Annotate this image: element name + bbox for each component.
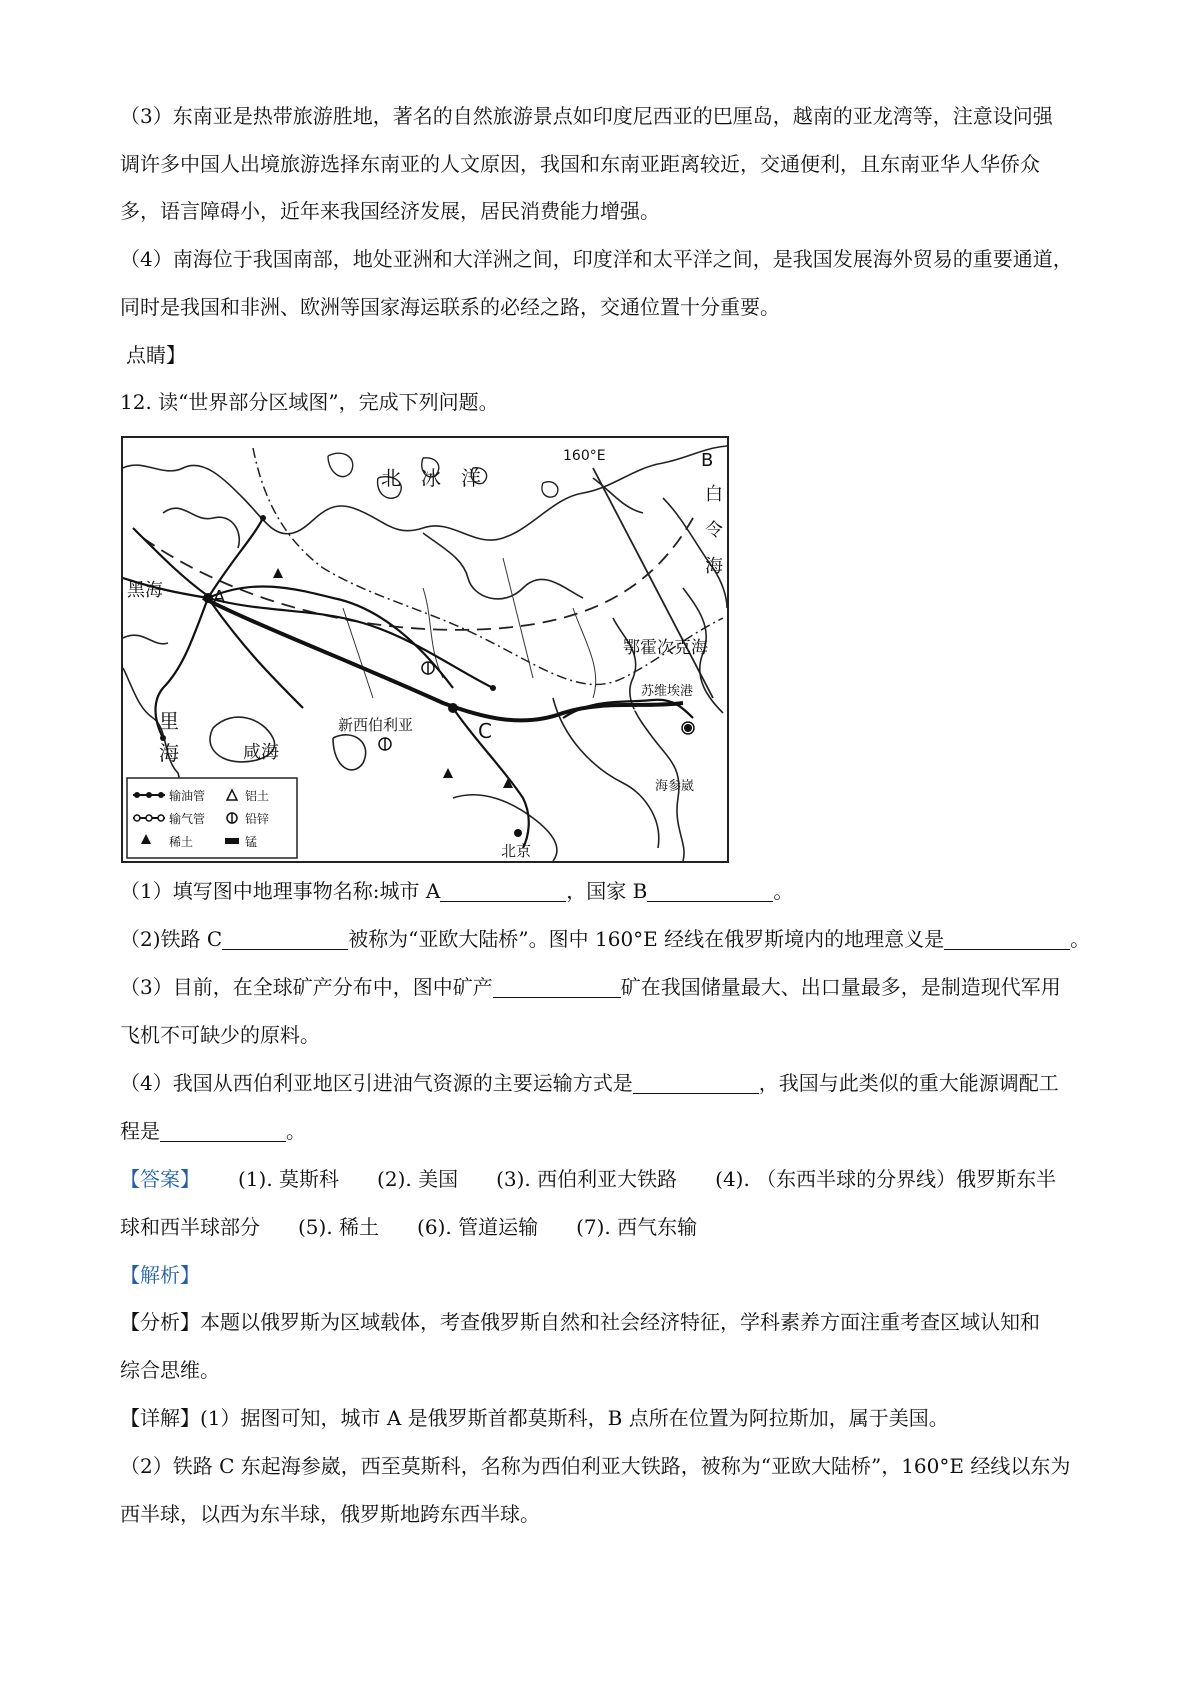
answer-item-3: (3). 西伯利亚大铁路	[496, 1167, 678, 1191]
answer-item-1: (1). 莫斯科	[238, 1167, 340, 1191]
dianjing-heading: 点睛】	[126, 343, 186, 367]
question-12-title: 12. 读“世界部分区域图”，完成下列问题。	[120, 390, 499, 414]
legend-lead-zinc: 铅锌	[245, 812, 270, 826]
label-bering-1: 白	[705, 484, 723, 505]
answer-line-1	[120, 1164, 1100, 1194]
paragraph-4-line-1: （4）南海位于我国南部，地处亚洲和大洋洲之间，印度洋和太平洋之间，是我国发展海外贸易的重要通道，	[120, 247, 1073, 271]
analysis-fenxi-line-1: 【分析】本题以俄罗斯为区域载体，考查俄罗斯自然和社会经济特征，学科素养方面注重考查区域认知和	[120, 1310, 1040, 1334]
legend-gas-pipeline: 输气管	[169, 812, 206, 826]
label-b: B	[701, 450, 714, 471]
legend-manganese: 锰	[245, 835, 258, 849]
label-arctic-ocean: 北 冰 洋	[381, 466, 481, 490]
paragraph-3-line-3: 多，语言障碍小，近年来我国经济发展，居民消费能力增强。	[120, 199, 660, 223]
answer-blank-mineral[interactable]	[493, 977, 621, 998]
question-2-text-c: 。	[1070, 927, 1091, 951]
legend-rare-earth: 稀土	[169, 835, 194, 849]
label-160e: 160°E	[563, 448, 606, 464]
answer-blank-meridian-meaning[interactable]	[944, 929, 1070, 950]
answer-item-2: (2). 美国	[377, 1167, 459, 1191]
question-4-text-c: 程是	[120, 1119, 160, 1143]
analysis-xiangjie-1: 【详解】(1）据图可知，城市 A 是俄罗斯首都莫斯科，B 点所在位置为阿拉斯加，属于美国。	[120, 1406, 949, 1430]
answer-item-7: (7). 西气东输	[576, 1215, 698, 1239]
question-1-text-c: 。	[773, 879, 794, 903]
answer-line-2	[120, 1212, 1100, 1242]
label-caspian-1: 里	[159, 709, 179, 733]
answer-item-6: (6). 管道运输	[417, 1215, 539, 1239]
label-beijing: 北京	[501, 842, 532, 860]
label-bering-3: 海	[705, 556, 723, 577]
label-sovetskaya: 苏维埃港	[641, 684, 694, 699]
world-region-map	[121, 436, 729, 863]
question-3-line-2: 飞机不可缺少的原料。	[120, 1023, 320, 1047]
question-4-line-1	[120, 1068, 1100, 1098]
paragraph-4-line-2: 同时是我国和非洲、欧洲等国家海运联系的必经之路，交通位置十分重要。	[120, 295, 780, 319]
label-city-a: A	[213, 587, 226, 608]
label-black-sea: 黑海	[127, 580, 163, 601]
paragraph-3-line-2: 调许多中国人出境旅游选择东南亚的人文原因，我国和东南亚距离较近，交通便利，且东南亚华人华侨众	[120, 152, 1040, 176]
label-novosibirsk: 新西伯利亚	[338, 716, 414, 734]
question-1-text-a: （1）填写图中地理事物名称:城市 A	[120, 879, 441, 903]
question-1-text-b: ，国家 B	[566, 879, 648, 903]
question-3-text-a: （3）目前，在全球矿产分布中，图中矿产	[120, 975, 493, 999]
analysis-fenxi-line-2: 综合思维。	[120, 1358, 220, 1382]
legend-bauxite: 铝土	[245, 789, 270, 803]
answer-item-4-cont: 球和西半球部分	[120, 1215, 260, 1239]
question-4-text-a: （4）我国从西伯利亚地区引进油气资源的主要运输方式是	[120, 1071, 633, 1095]
answer-blank-energy-project[interactable]	[160, 1121, 286, 1142]
question-2	[120, 924, 1100, 954]
meridian-160e-line	[593, 468, 713, 698]
label-caspian-2: 海	[159, 741, 179, 765]
analysis-tag: 【解析】	[120, 1263, 200, 1287]
answer-blank-country-b[interactable]	[647, 881, 773, 902]
question-3-line-1	[120, 972, 1100, 1002]
analysis-xiangjie-2-line-2: 西半球，以西为东半球，俄罗斯地跨东西半球。	[120, 1502, 540, 1526]
answer-blank-railway-c[interactable]	[222, 929, 348, 950]
question-4-text-d: 。	[286, 1119, 306, 1143]
answer-tag: 【答案】	[120, 1167, 200, 1191]
label-okhotsk: 鄂霍次克海	[623, 638, 708, 658]
question-1	[120, 876, 1100, 906]
map-legend	[127, 778, 297, 858]
label-railway-c: C	[478, 719, 492, 743]
question-3-text-b: 矿在我国储量最大、出口量最多，是制造现代军用	[620, 975, 1061, 999]
analysis-xiangjie-2-line-1: （2）铁路 C 东起海参崴，西至莫斯科，名称为西伯利亚大铁路，被称为“亚欧大陆桥”，160°E 经线以东为	[120, 1454, 1071, 1478]
answer-item-5: (5). 稀土	[298, 1215, 380, 1239]
legend-oil-pipeline: 输油管	[169, 789, 206, 803]
label-aral-sea: 咸海	[243, 742, 279, 763]
paragraph-3-line-1: （3）东南亚是热带旅游胜地，著名的自然旅游景点如印度尼西亚的巴厘岛，越南的亚龙湾等，注意设问强	[120, 104, 1053, 128]
label-bering-2: 令	[705, 520, 723, 541]
question-4-text-b: ，我国与此类似的重大能源调配工	[758, 1071, 1059, 1095]
question-2-text-a: （2)铁路 C	[120, 927, 223, 951]
answer-item-4: (4). （东西半球的分界线）俄罗斯东半	[715, 1167, 1057, 1191]
answer-blank-transport-mode[interactable]	[633, 1073, 759, 1094]
label-vladivostok: 海参崴	[655, 779, 695, 794]
question-2-text-b: 被称为“亚欧大陆桥”。图中 160°E 经线在俄罗斯境内的地理意义是	[348, 927, 945, 951]
answer-blank-city-a[interactable]	[440, 881, 566, 902]
question-4-line-2	[120, 1116, 1100, 1146]
